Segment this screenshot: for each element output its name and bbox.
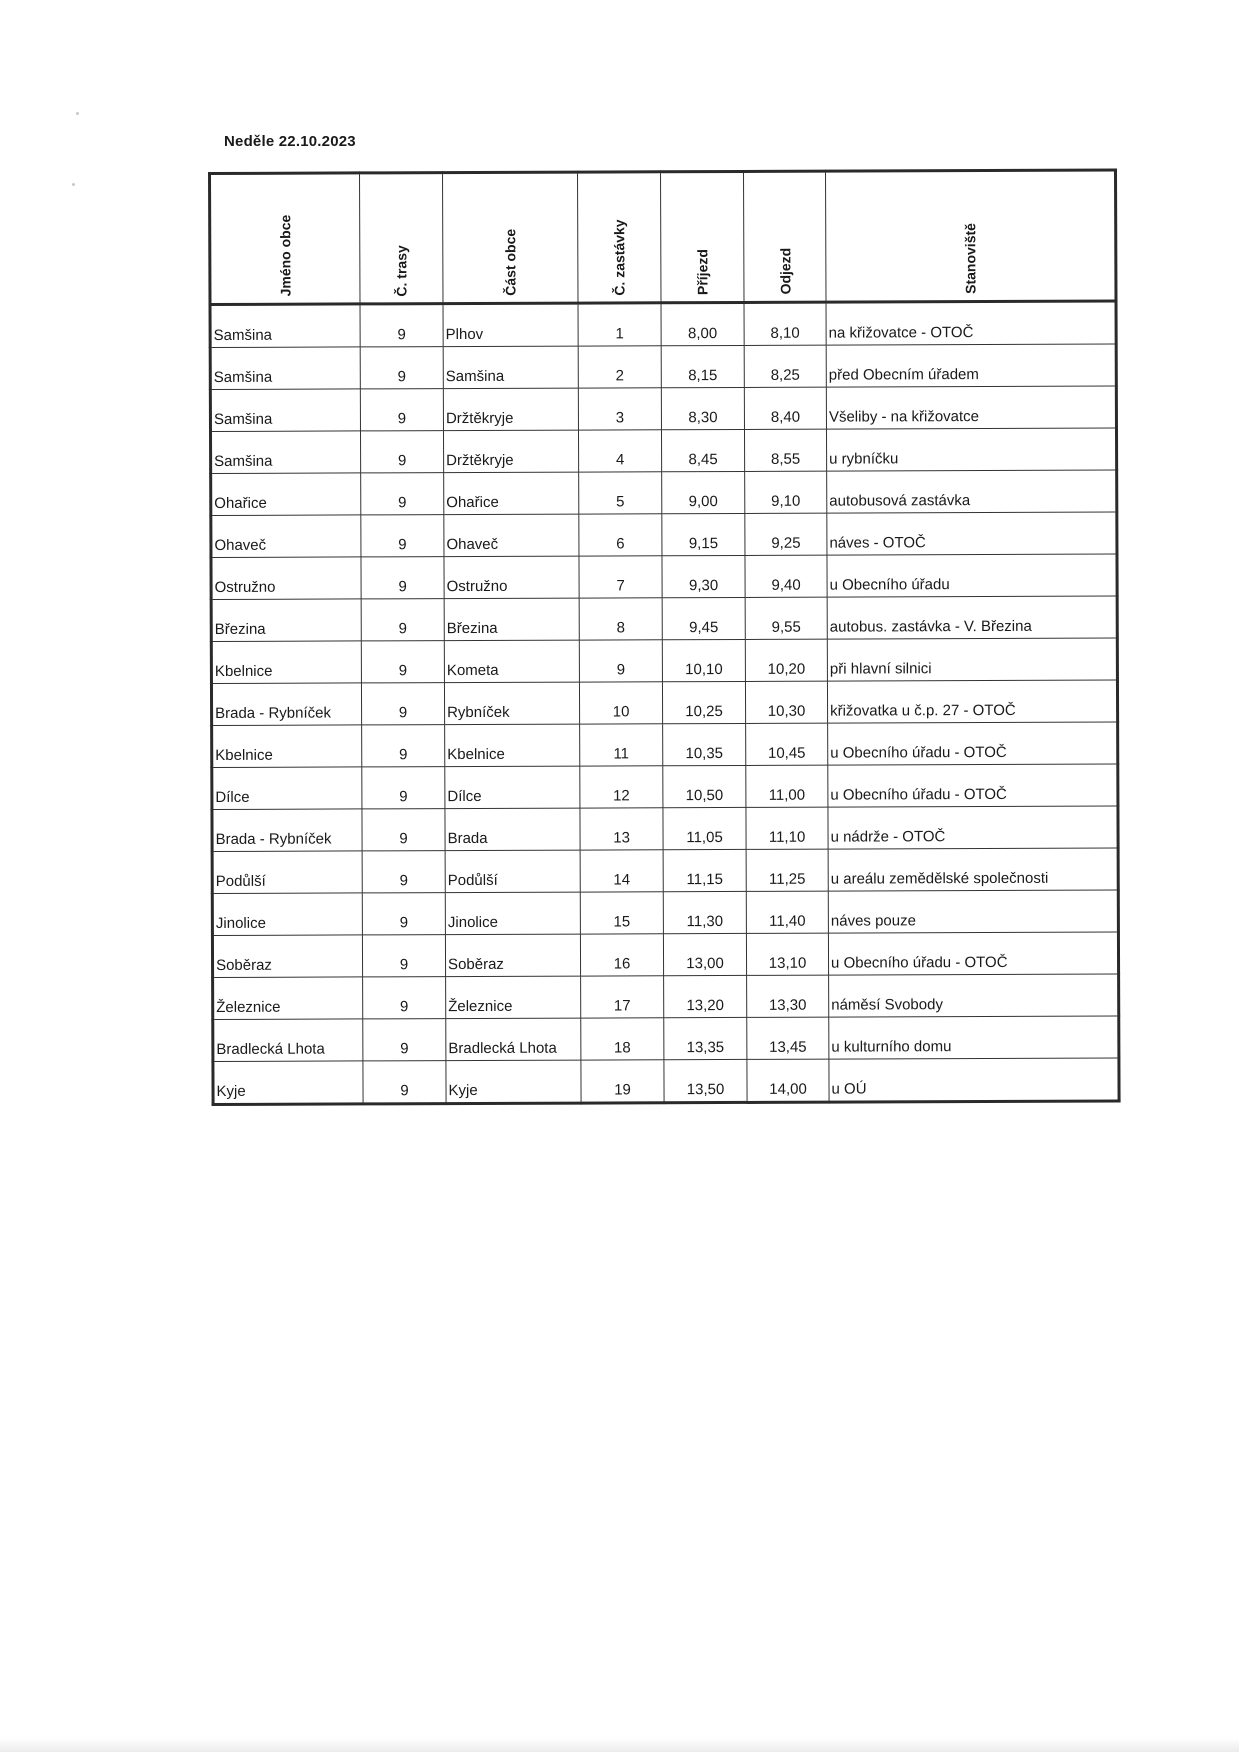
cell-cast-obce: Železnice [446, 976, 581, 1019]
cell-cislo-zastavky: 17 [581, 976, 664, 1018]
cell-jmeno-obce: Ohaveč [211, 515, 361, 558]
cell-jmeno-obce: Samšina [210, 347, 360, 390]
cell-cislo-trasy: 9 [361, 515, 444, 557]
cell-stanoviste: u nádrže - OTOČ [828, 806, 1118, 849]
cell-odjezd: 13,30 [747, 975, 829, 1017]
cell-cislo-trasy: 9 [362, 767, 445, 809]
cell-prijezd: 11,15 [663, 849, 746, 891]
cell-jmeno-obce: Samšina [210, 431, 360, 474]
cell-odjezd: 13,10 [746, 933, 828, 975]
cell-stanoviste: autobus. zastávka - V. Březina [827, 596, 1117, 639]
cell-prijezd: 11,30 [663, 891, 746, 933]
cell-odjezd: 9,10 [745, 471, 827, 513]
cell-cast-obce: Kometa [444, 640, 579, 683]
cell-jmeno-obce: Bradlecká Lhota [213, 1019, 363, 1062]
cell-cislo-zastavky: 16 [580, 934, 663, 976]
cell-cast-obce: Ohaveč [444, 514, 579, 557]
cell-cast-obce: Bradlecká Lhota [446, 1018, 581, 1061]
cell-prijezd: 13,20 [664, 975, 747, 1017]
cell-jmeno-obce: Ostružno [211, 557, 361, 600]
scan-speck [72, 183, 75, 186]
cell-stanoviste: při hlavní silnici [827, 638, 1117, 681]
table-header-row [210, 170, 1116, 304]
table-row [211, 512, 1117, 557]
cell-cislo-trasy: 9 [362, 725, 445, 767]
cell-cislo-trasy: 9 [361, 641, 444, 683]
cell-cislo-zastavky: 15 [580, 892, 663, 934]
cell-cislo-zastavky: 19 [581, 1060, 664, 1103]
cell-odjezd: 13,45 [747, 1017, 829, 1059]
scan-speck [76, 112, 79, 115]
table-row [213, 974, 1119, 1019]
cell-cislo-trasy: 9 [360, 389, 443, 431]
cell-jmeno-obce: Samšina [210, 304, 360, 348]
cell-prijezd: 13,00 [663, 933, 746, 975]
cell-jmeno-obce: Brada - Rybníček [212, 809, 362, 852]
header-cislo-zastavky: Č. zastávky [578, 172, 662, 303]
cell-cast-obce: Držtěkryje [443, 430, 578, 473]
cell-cislo-trasy: 9 [360, 347, 443, 389]
cell-jmeno-obce: Železnice [213, 977, 363, 1020]
cell-cislo-zastavky: 18 [581, 1018, 664, 1060]
cell-cislo-trasy: 9 [363, 977, 446, 1019]
cell-jmeno-obce: Dílce [212, 767, 362, 810]
document-title: Neděle 22.10.2023 [224, 133, 356, 150]
schedule-body [210, 301, 1119, 1104]
cell-cast-obce: Dílce [445, 766, 580, 809]
cell-cislo-trasy: 9 [361, 473, 444, 515]
table-row [211, 638, 1117, 683]
cell-stanoviste: před Obecním úřadem [826, 344, 1116, 387]
cell-cast-obce: Držtěkryje [443, 388, 578, 431]
cell-cislo-zastavky: 12 [580, 766, 663, 808]
cell-prijezd: 9,15 [662, 513, 745, 555]
scan-edge [0, 1738, 1239, 1752]
cell-prijezd: 10,25 [662, 681, 745, 723]
cell-stanoviste: u kulturního domu [829, 1016, 1119, 1059]
header-cast-obce: Část obce [443, 172, 579, 304]
cell-odjezd: 10,20 [745, 639, 827, 681]
cell-cast-obce: Jinolice [445, 892, 580, 935]
table-row [211, 680, 1117, 725]
cell-cislo-trasy: 9 [362, 893, 445, 935]
cell-prijezd: 9,00 [662, 471, 745, 513]
cell-cislo-zastavky: 13 [580, 808, 663, 850]
table-row [210, 386, 1116, 431]
cell-cislo-zastavky: 14 [580, 850, 663, 892]
cell-odjezd: 10,30 [745, 681, 827, 723]
cell-cislo-trasy: 9 [360, 304, 443, 347]
cell-cislo-zastavky: 1 [578, 303, 661, 346]
cell-odjezd: 9,40 [745, 555, 827, 597]
cell-cast-obce: Ostružno [444, 556, 579, 599]
header-odjezd: Odjezd [744, 171, 827, 302]
cell-odjezd: 8,10 [744, 302, 826, 345]
cell-stanoviste: u Obecního úřadu - OTOČ [828, 932, 1118, 975]
cell-stanoviste: na křižovatce - OTOČ [826, 301, 1116, 345]
cell-prijezd: 8,45 [661, 429, 744, 471]
cell-cast-obce: Kbelnice [445, 724, 580, 767]
header-prijezd: Příjezd [661, 171, 745, 302]
cell-prijezd: 9,30 [662, 555, 745, 597]
cell-cislo-trasy: 9 [363, 1061, 446, 1104]
schedule-table [208, 169, 1121, 1106]
cell-odjezd: 10,45 [746, 723, 828, 765]
table-row [210, 428, 1116, 473]
table-row [210, 301, 1116, 347]
cell-stanoviste: náměsí Svobody [829, 974, 1119, 1017]
cell-jmeno-obce: Kyje [213, 1061, 363, 1105]
cell-jmeno-obce: Březina [211, 599, 361, 642]
cell-prijezd: 9,45 [662, 597, 745, 639]
header-cislo-trasy: Č. trasy [360, 173, 444, 304]
cell-cislo-trasy: 9 [361, 599, 444, 641]
cell-cislo-zastavky: 7 [579, 556, 662, 598]
cell-stanoviste: u rybníčku [826, 428, 1116, 471]
cell-stanoviste: u areálu zemědělské společnosti [828, 848, 1118, 891]
cell-prijezd: 8,15 [661, 345, 744, 387]
cell-prijezd: 10,35 [663, 723, 746, 765]
cell-cislo-zastavky: 10 [579, 682, 662, 724]
cell-stanoviste: křižovatka u č.p. 27 - OTOČ [827, 680, 1117, 723]
cell-cast-obce: Podůlší [445, 850, 580, 893]
cell-cislo-zastavky: 4 [578, 430, 661, 472]
table-row [211, 596, 1117, 641]
cell-cislo-zastavky: 8 [579, 598, 662, 640]
header-jmeno-obce: Jméno obce [210, 173, 361, 305]
cell-cislo-trasy: 9 [362, 851, 445, 893]
cell-cislo-trasy: 9 [362, 809, 445, 851]
table-row [210, 344, 1116, 389]
cell-cislo-zastavky: 5 [579, 472, 662, 514]
cell-cislo-trasy: 9 [363, 1019, 446, 1061]
table-row [212, 932, 1118, 977]
cell-cislo-zastavky: 6 [579, 514, 662, 556]
cell-jmeno-obce: Podůlší [212, 851, 362, 894]
cell-cislo-trasy: 9 [361, 557, 444, 599]
cell-cislo-trasy: 9 [362, 935, 445, 977]
cell-prijezd: 13,50 [664, 1059, 747, 1102]
cell-odjezd: 11,40 [746, 891, 828, 933]
cell-odjezd: 8,55 [744, 429, 826, 471]
cell-prijezd: 8,30 [661, 387, 744, 429]
cell-cast-obce: Rybníček [444, 682, 579, 725]
cell-cast-obce: Samšina [443, 346, 578, 389]
cell-stanoviste: u Obecního úřadu - OTOČ [828, 722, 1118, 765]
cell-jmeno-obce: Ohařice [211, 473, 361, 516]
table-row [212, 764, 1118, 809]
cell-cast-obce: Kyje [446, 1060, 581, 1104]
cell-jmeno-obce: Jinolice [212, 893, 362, 936]
cell-cislo-zastavky: 3 [578, 388, 661, 430]
cell-cislo-trasy: 9 [360, 431, 443, 473]
table-row [212, 806, 1118, 851]
cell-jmeno-obce: Samšina [210, 389, 360, 432]
cell-odjezd: 8,25 [744, 345, 826, 387]
cell-cislo-zastavky: 11 [580, 724, 663, 766]
cell-odjezd: 9,55 [745, 597, 827, 639]
cell-prijezd: 13,35 [664, 1017, 747, 1059]
cell-odjezd: 8,40 [744, 387, 826, 429]
cell-prijezd: 10,50 [663, 765, 746, 807]
cell-cislo-zastavky: 9 [579, 640, 662, 682]
cell-cislo-zastavky: 2 [578, 346, 661, 388]
table-row [213, 1058, 1119, 1104]
table-row [212, 890, 1118, 935]
cell-cast-obce: Plhov [443, 303, 578, 347]
cell-cast-obce: Ohařice [444, 472, 579, 515]
cell-cislo-trasy: 9 [361, 683, 444, 725]
cell-cast-obce: Brada [445, 808, 580, 851]
cell-stanoviste: u OÚ [829, 1058, 1119, 1102]
table-row [212, 848, 1118, 893]
cell-odjezd: 11,00 [746, 765, 828, 807]
header-stanoviste: Stanoviště [826, 170, 1117, 302]
cell-cast-obce: Soběraz [445, 934, 580, 977]
cell-odjezd: 9,25 [745, 513, 827, 555]
cell-prijezd: 10,10 [662, 639, 745, 681]
cell-jmeno-obce: Brada - Rybníček [211, 683, 361, 726]
cell-jmeno-obce: Kbelnice [211, 641, 361, 684]
cell-stanoviste: u Obecního úřadu - OTOČ [828, 764, 1118, 807]
cell-stanoviste: náves - OTOČ [827, 512, 1117, 555]
table-row [213, 1016, 1119, 1061]
cell-cast-obce: Březina [444, 598, 579, 641]
cell-odjezd: 11,25 [746, 849, 828, 891]
schedule-table-wrapper [208, 169, 1118, 1106]
table-row [211, 554, 1117, 599]
cell-stanoviste: náves pouze [828, 890, 1118, 933]
cell-stanoviste: autobusová zastávka [827, 470, 1117, 513]
cell-prijezd: 11,05 [663, 807, 746, 849]
cell-stanoviste: Všeliby - na křižovatce [826, 386, 1116, 429]
cell-prijezd: 8,00 [661, 302, 744, 345]
cell-odjezd: 11,10 [746, 807, 828, 849]
table-row [211, 470, 1117, 515]
cell-odjezd: 14,00 [747, 1059, 829, 1102]
cell-jmeno-obce: Kbelnice [212, 725, 362, 768]
table-row [212, 722, 1118, 767]
cell-stanoviste: u Obecního úřadu [827, 554, 1117, 597]
cell-jmeno-obce: Soběraz [212, 935, 362, 978]
